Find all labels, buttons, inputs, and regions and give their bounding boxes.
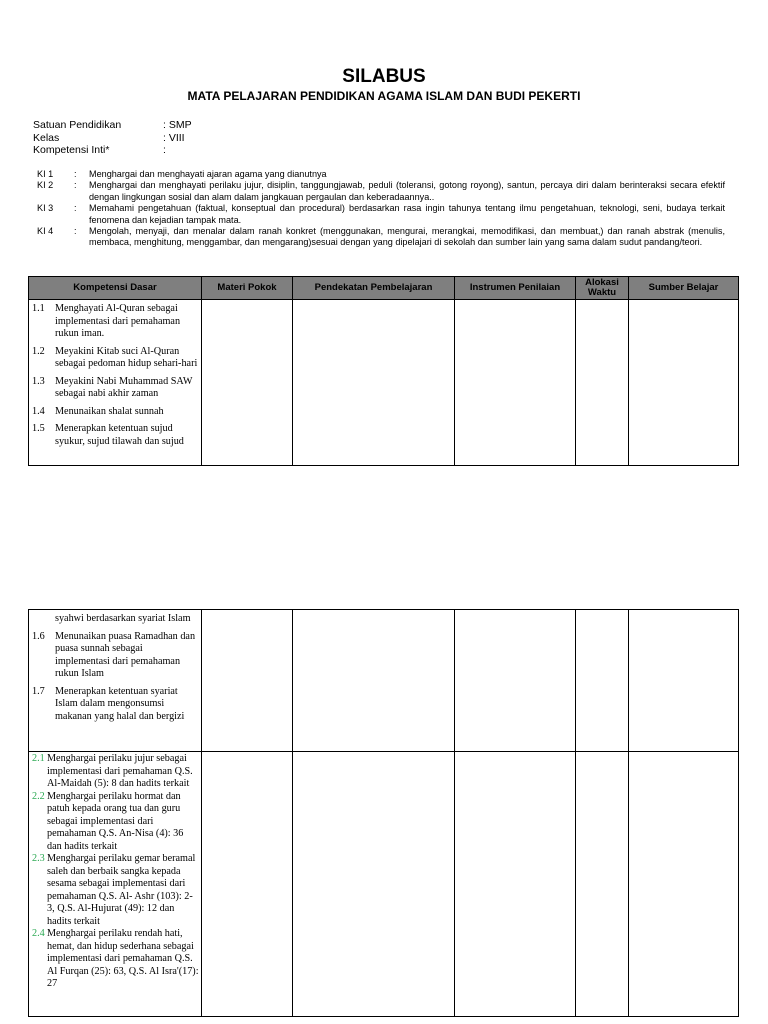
kd-item <box>32 791 199 854</box>
kd-text: Menerapkan ketentuan sujud syukur, sujud tilawah dan sujud <box>55 423 184 447</box>
meta-label: Satuan Pendidikan <box>33 119 122 131</box>
kd-text: Menerapkan ketentuan syariat Islam dalam mengonsumsi makanan yang halal dan bergizi <box>55 685 185 722</box>
kd-item <box>32 423 199 448</box>
header-pendekatan: Pendekatan Pembelajaran <box>293 277 455 300</box>
kd-text: Meyakini Nabi Muhammad SAW sebagai nabi akhir zaman <box>55 375 193 399</box>
ki-code: KI 4 <box>37 226 54 237</box>
kd-text: Meyakini Kitab suci Al-Quran sebagai pedoman hidup sehari-hari <box>55 345 198 369</box>
kd-text: Menghargai perilaku gemar beramal saleh dan berbaik sangka kepada sesama sebagai implementasi dari pemahaman Q.S. Al- Ashr (103): 2-3, Q.S. Al-Hujurat (49): 12 dan hadits terkait <box>47 853 196 927</box>
header-sumber: Sumber Belajar <box>629 277 739 300</box>
kd-number: 2.3 <box>32 853 45 864</box>
materi-cell <box>202 610 293 752</box>
meta-label: Kompetensi Inti* <box>33 144 110 156</box>
instrumen-cell <box>455 752 576 1017</box>
table-row <box>29 300 739 466</box>
document-subtitle: MATA PELAJARAN PENDIDIKAN AGAMA ISLAM DAN BUDI PEKERTI <box>187 89 581 103</box>
kd-item <box>32 928 199 991</box>
meta-label: Kelas <box>33 131 60 144</box>
kd-number: 2.2 <box>32 790 45 802</box>
pendekatan-cell <box>293 752 455 1017</box>
kd-item <box>32 303 199 341</box>
silabus-table-page-1 <box>28 276 739 466</box>
kd-text: Menghargai perilaku jujur sebagai implementasi dari pemahaman Q.S. Al-Maidah (5): 8 dan hadits terkait <box>47 753 193 789</box>
ki-colon: : <box>74 203 77 214</box>
kd-text: Menunaikan puasa Ramadhan dan puasa sunnah sebagai implementasi dari pemahaman rukun Islam <box>55 630 196 679</box>
sumber-cell <box>629 610 739 752</box>
kd-number: 1.5 <box>32 423 45 434</box>
meta-info <box>33 119 192 157</box>
ki-item <box>37 226 725 249</box>
ki-item <box>37 203 725 226</box>
instrumen-cell <box>455 610 576 752</box>
kd-number: 1.2 <box>32 345 45 357</box>
kd-text: Menunaikan shalat sunnah <box>55 405 164 417</box>
ki-colon: : <box>74 180 77 191</box>
ki-item <box>37 169 725 180</box>
kd-item <box>32 686 199 724</box>
meta-row-kompetensi <box>33 144 192 157</box>
kd-cell <box>29 300 202 466</box>
ki-text: Menghargai dan menghayati perilaku jujur, disiplin, tanggungjawab, peduli (toleransi, gotong royong), santun, percaya diri dalam berinteraksi secara efektif dengan lingkungan sosial dan alam dalam jangkauan pergaulan dan keberadaannya.. <box>89 180 725 202</box>
meta-value: : SMP <box>163 119 192 131</box>
kd-number: 1.3 <box>32 375 45 387</box>
kd-number: 1.7 <box>32 685 45 697</box>
kd-text: Menghargai perilaku hormat dan patuh kepada orang tua dan guru sebagai implementasi dari pemahaman Q.S. An-Nisa (4): 36 dan hadits terkait <box>47 790 184 852</box>
alokasi-cell <box>576 752 629 1017</box>
ki-text: Memahami pengetahuan (faktual, konseptual dan procedural) berdasarkan rasa ingin tahunya tentang ilmu pengetahuan, teknologi, seni, budaya terkait fenomena dan kejadian tampak mata. <box>89 203 725 225</box>
ki-colon: : <box>74 226 77 237</box>
kd-item <box>32 406 199 419</box>
materi-cell <box>202 300 293 466</box>
ki-text: Mengolah, menyaji, dan menalar dalam ranah konkret (menggunakan, mengurai, merangkai, memodifikasi, dan membuat,) dan ranah abstrak (menulis, membaca, menghitung, menggambar, dan mengarang)sesuai dengan yang dipelajari di sekolah dan sumber lain yang sama dalam sudut pandang/teori. <box>89 226 725 248</box>
ki-colon: : <box>74 169 77 179</box>
sumber-cell <box>629 752 739 1017</box>
kd-number: 1.1 <box>32 303 45 314</box>
document-title: SILABUS <box>342 66 426 87</box>
kd-item <box>32 346 199 371</box>
header-alokasi: Alokasi Waktu <box>576 277 629 300</box>
kd-item <box>32 853 199 928</box>
kd-cell <box>29 610 202 752</box>
kd-number: 2.4 <box>32 928 45 939</box>
materi-cell <box>202 752 293 1017</box>
kd-number: 2.1 <box>32 753 45 764</box>
kd-continuation: syahwi berdasarkan syariat Islam <box>55 613 191 624</box>
kd-text: Menghayati Al-Quran sebagai implementasi dari pemahaman rukun iman. <box>55 303 181 339</box>
alokasi-cell <box>576 610 629 752</box>
meta-value: : <box>163 144 166 156</box>
header-kompetensi-dasar: Kompetensi Dasar <box>29 277 202 300</box>
table-row <box>29 752 739 1017</box>
ki-code: KI 2 <box>37 180 54 191</box>
kd-item <box>32 753 199 791</box>
meta-row-kelas <box>33 132 192 145</box>
kd-number: 1.6 <box>32 630 45 642</box>
header-instrumen: Instrumen Penilaian <box>455 277 576 300</box>
instrumen-cell <box>455 300 576 466</box>
ki-item <box>37 180 725 203</box>
silabus-table-page-2 <box>28 609 739 1017</box>
ki-code: KI 1 <box>37 169 54 179</box>
meta-row-satuan <box>33 119 192 132</box>
sumber-cell <box>629 300 739 466</box>
kd-item <box>32 376 199 401</box>
ki-text: Menghargai dan menghayati ajaran agama yang dianutnya <box>89 169 327 179</box>
pendekatan-cell <box>293 300 455 466</box>
kd-cell <box>29 752 202 1017</box>
kd-number: 1.4 <box>32 405 45 417</box>
kd-text: Menghargai perilaku rendah hati, hemat, dan hidup sederhana sebagai implementasi dari pemahaman Q.S. Al Furqan (25): 63, Q.S. Al Isra'(17): 27 <box>47 928 199 989</box>
alokasi-cell <box>576 300 629 466</box>
kd-item <box>32 631 199 681</box>
table-header-row <box>29 277 739 300</box>
pendekatan-cell <box>293 610 455 752</box>
meta-value: : VIII <box>163 131 185 144</box>
ki-code: KI 3 <box>37 203 54 214</box>
kompetensi-inti-list <box>37 169 725 249</box>
header-materi-pokok: Materi Pokok <box>202 277 293 300</box>
table-row <box>29 610 739 752</box>
